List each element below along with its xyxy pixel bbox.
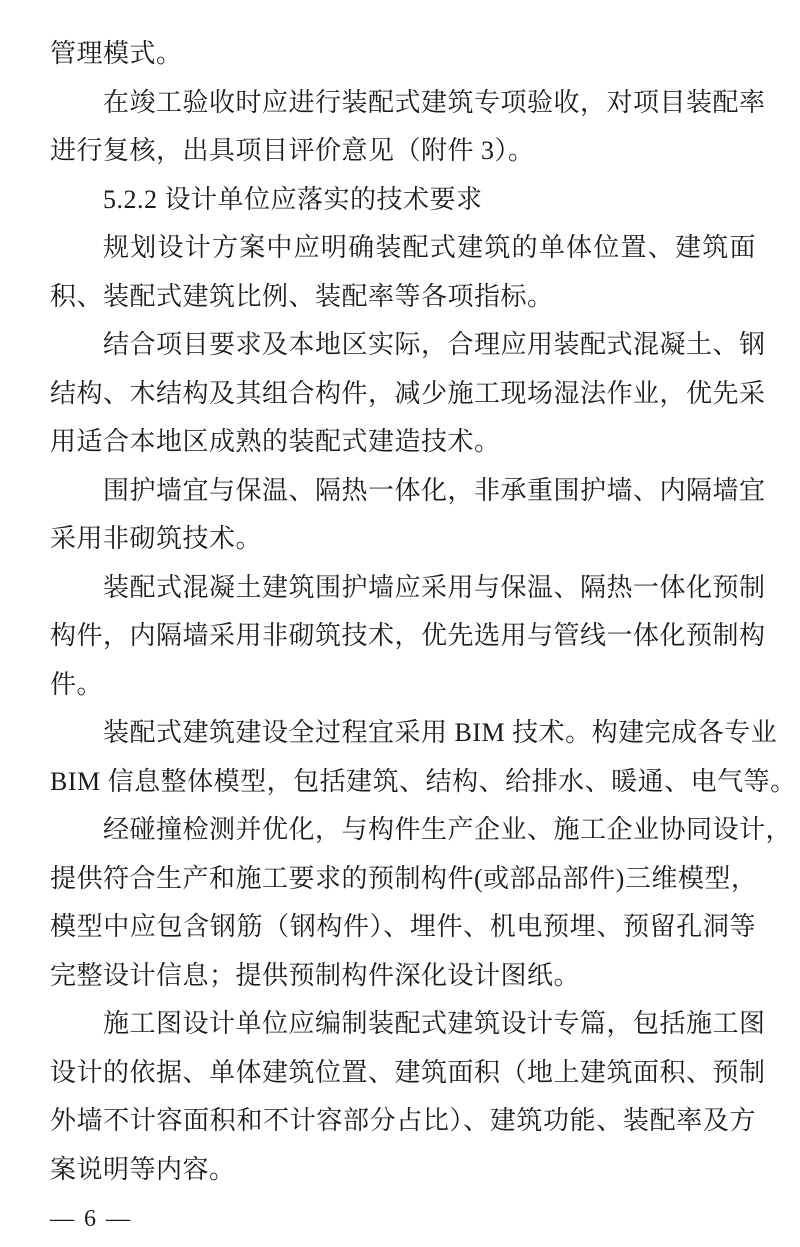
text-line: 设计的依据、单体建筑位置、建筑面积（地上建筑面积、预制: [50, 1057, 766, 1087]
text-line: 结合项目要求及本地区实际，合理应用装配式混凝土、钢: [103, 330, 766, 359]
text-line: 用适合本地区成熟的装配式建造技术。: [50, 427, 501, 456]
text-line: 提供符合生产和施工要求的预制构件(或部品部件)三维模型，: [50, 863, 758, 893]
text-line: 进行复核，出具项目评价意见（附件 3）。: [50, 136, 535, 165]
text-line: 完整设计信息；提供预制构件深化设计图纸。: [50, 960, 581, 990]
text-line: 件。: [50, 669, 104, 699]
text-line: BIM 信息整体模型，包括建筑、结构、给排水、暖通、电气等。: [50, 766, 797, 796]
text-line: 装配式建筑建设全过程宜采用 BIM 技术。构建完成各专业: [103, 718, 778, 747]
text-line: 施工图设计单位应编制装配式建筑设计专篇，包括施工图: [103, 1009, 766, 1038]
text-line: 模型中应包含钢筋（钢构件）、埋件、机电预埋、预留孔洞等: [50, 912, 756, 941]
text-line: 积、装配式建筑比例、装配率等各项指标。: [50, 281, 554, 311]
text-line: 管理模式。: [50, 39, 183, 68]
page-number: [50, 1203, 132, 1235]
text-line: 经碰撞检测并优化，与构件生产企业、施工企业协同设计，: [103, 815, 793, 844]
section-heading: 5.2.2 设计单位应落实的技术要求: [103, 184, 483, 214]
document-body: [50, 30, 797, 1194]
text-line: 构件，内隔墙采用非砌筑技术，优先选用与管线一体化预制构: [50, 621, 766, 650]
text-line: 装配式混凝土建筑围护墙应采用与保温、隔热一体化预制: [103, 572, 766, 602]
text-line: 结构、木结构及其组合构件，减少施工现场湿法作业，优先采: [50, 378, 766, 408]
text-line: 规划设计方案中应明确装配式建筑的单体位置、建筑面: [103, 233, 756, 262]
page-number-text: — 6 —: [50, 1206, 132, 1232]
text-line: 围护墙宜与保温、隔热一体化，非承重围护墙、内隔墙宜: [103, 475, 766, 505]
text-line: 案说明等内容。: [50, 1154, 236, 1184]
text-line: 外墙不计容面积和不计容部分占比）、建筑功能、装配率及方: [50, 1106, 756, 1135]
text-line: 在竣工验收时应进行装配式建筑专项验收，对项目装配率: [103, 87, 766, 117]
text-line: 采用非砌筑技术。: [50, 524, 263, 553]
